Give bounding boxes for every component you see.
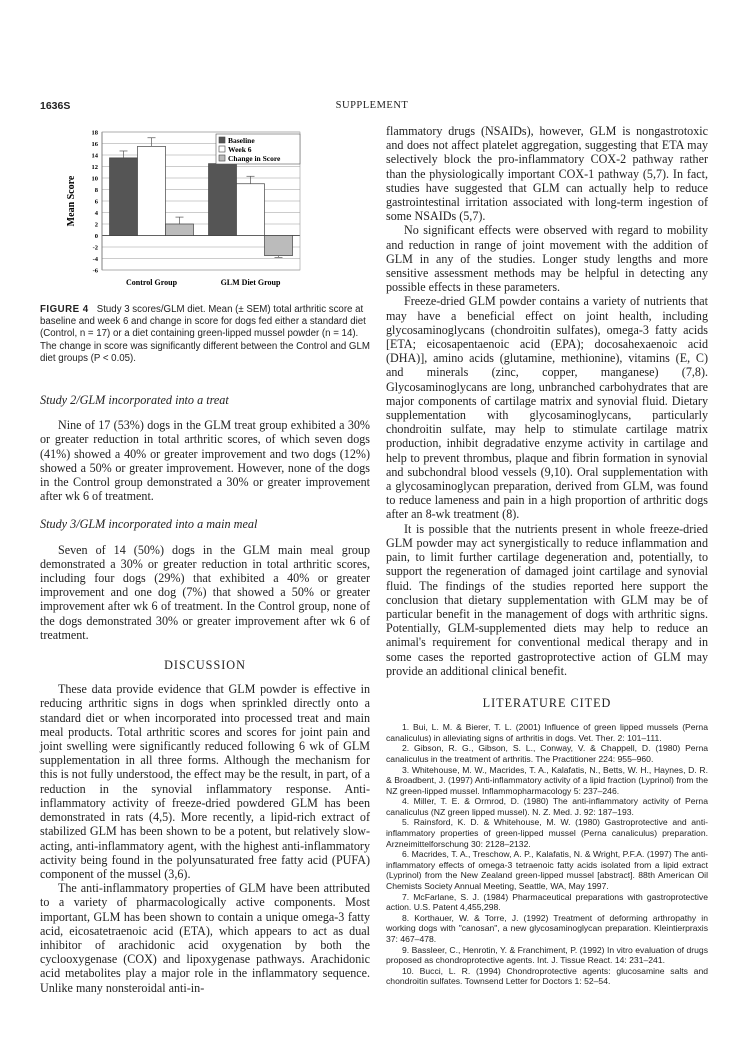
study2-heading: Study 2/GLM incorporated into a treat <box>40 393 229 408</box>
y-tick-label: 14 <box>91 152 98 160</box>
figure-caption <box>40 304 370 365</box>
y-tick-label: 12 <box>91 164 98 171</box>
right-column <box>386 124 708 987</box>
figure-4-chart <box>60 124 320 294</box>
right-paragraph-4: It is possible that the nutrients present in whole freeze-dried GLM powder may act synergistically to reduce inflammation and pain, to limit further cartilage degeneration and, potentially, to support the regeneration of damaged joint cartilage and synovial fluid. The findings of the studies reported here support the conclusion that dietary supplementation with GLM may be of particular benefit in the management of dogs with arthritic signs. Potentially, GLM-supplemented diets may help to reduce an animal's requirement for conventional medical therapy and in some cases the reported gastroprotective action of GLM may provide an additional clinical benefit. <box>386 521 708 678</box>
discussion-paragraph-2: The anti-inflammatory properties of GLM have been attributed to a variety of pharmacologically active components. Most important, GLM has been shown to contain a unique omega-3 fatty acid, eicosatetraenoic acid (ETA), which appears to act as dual inhibitor of arachidonic acid oxygenation by both the cyclooxygenase (COX) and lipoxygenase pathways. Arachidonic acid metabolites play a major role in the inflammatory sequence. Unlike many nonsteroidal anti-in- <box>40 881 370 995</box>
figure-caption-text: Study 3 scores/GLM diet. Mean (± SEM) total arthritic score at baseline and week 6 and change in score for dogs fed either a standard diet (Control, n = 17) or a diet containing green-lipped mussel powder (n = 14). The change in score was significantly different between the Control and GLM diet groups (P < 0.05). <box>40 304 370 364</box>
x-tick-label: Control Group <box>125 278 178 287</box>
y-tick-label: 10 <box>91 175 98 183</box>
study3-heading: Study 3/GLM incorporated into a main meal <box>40 517 258 532</box>
y-tick-label: 8 <box>94 187 98 194</box>
bar <box>237 184 265 236</box>
reference-item: 1. Bui, L. M. & Bierer, T. L. (2001) Influence of green lipped mussels (Perna canaliculus) in alleviating signs of arthritis in dogs. Vet. Ther. 2: 101–111. <box>386 722 708 743</box>
legend-swatch <box>219 137 225 143</box>
legend-swatch <box>219 146 225 152</box>
right-paragraph-2: No significant effects were observed with regard to mobility and reduction in range of joint movement with the addition of GLM in any of the studies. Longer study lengths and more sensitive assessment methods may be helpful in detecting any possible effects in these parameters. <box>386 223 708 295</box>
right-paragraph-1: flammatory drugs (NSAIDs), however, GLM is nongastrotoxic and does not affect platelet aggregation, suggesting that ETA may selectively block the pro-inflammatory COX-2 pathway rather than the physiologically important COX-1 pathway (5,7). In fact, studies have suggested that GLM can actually help to reduce gastrointestinal irritation associated with long-term ingestion of some NSAIDs (5,7). <box>386 124 708 224</box>
discussion-heading: DISCUSSION <box>164 658 246 673</box>
right-paragraph-3: Freeze-dried GLM powder contains a variety of nutrients that may have a beneficial effect on joint health, including glycosaminoglycans (chondroitin sulfates), omega-3 fatty acids [ETA; eicosapentaenoic acid (EPA); docosahexaenoic acid (DHA)], amino acids (glutamine, methionine), vitamins (E, C) and minerals (zinc, copper, manganese) (7,8). Glycosaminoglycans are long, unbranched carbohydrates that are major components of cartilage matrix and synovial fluid. Dietary supplementation with glycosaminoglycans, particularly chondroitin sulfate, may help to stimulate cartilage matrix production, inhibit degradative enzyme activity in cartilage and help to prevent thrombus, plaque and fibrin formation in synovial and subchondral blood vessels (9,10). Oral supplementation with a glycosaminoglycan preparation, derived from GLM, was found to reduce lameness and pain in a high proportion of arthritic dogs after an 8-wk treatment (8). <box>386 294 708 522</box>
bar-chart <box>60 124 320 294</box>
y-tick-label: -4 <box>92 256 98 263</box>
bar <box>265 236 293 256</box>
legend-label: Week 6 <box>228 144 252 154</box>
bar <box>209 164 237 236</box>
y-tick-label: -6 <box>92 267 98 275</box>
reference-item: 6. Macrides, T. A., Treschow, A. P., Kalafatis, N. & Wright, P.F.A. (1997) The anti-inflammatory effects of omega-3 tetraenoic fatty acids isolated from a lipid extract (Lyprinol) from the New Zealand green-lipped mussel [abstract]. 88th American Oil Chemists Society Annual Meeting, Seattle, WA, May 1997. <box>386 849 708 892</box>
y-tick-label: 6 <box>94 198 98 206</box>
left-column <box>40 304 370 995</box>
study2-paragraph: Nine of 17 (53%) dogs in the GLM treat group exhibited a 30% or greater reduction in total arthritic scores, of which seven dogs (41%) showed a 40% or greater improvement and two dogs (12%) showed a 50% or greater improvement. However, none of the dogs in the Control group demonstrated a 30% or greater improvement after wk 6 of treatment. <box>40 418 370 504</box>
bar <box>166 224 194 236</box>
legend-label: Baseline <box>228 135 255 145</box>
reference-item: 9. Bassleer, C., Henrotin, Y. & Franchiment, P. (1992) In vitro evaluation of drugs proposed as chondroprotective agents. Int. J. Tissue React. 14: 231–241. <box>386 944 708 966</box>
legend-label: Change in Score <box>228 153 281 163</box>
literature-cited-heading: LITERATURE CITED <box>482 695 612 710</box>
reference-item: 8. Korthauer, W. & Torre, J. (1992) Treatment of deforming arthropathy in working dogs with "canosan", a new glycosaminoglycan preparation. Kleintierpraxis 37: 467–478. <box>386 912 708 944</box>
y-tick-label: 2 <box>94 221 98 229</box>
y-tick-label: 16 <box>91 141 98 148</box>
reference-item: 10. Bucci, L. R. (1994) Chondroprotective agents: glucosamine salts and chondroitin sulfates. Townsend Letter for Doctors 1: 52–54. <box>386 965 708 987</box>
y-tick-label: 0 <box>94 233 98 240</box>
legend-swatch <box>219 155 225 161</box>
study3-paragraph: Seven of 14 (50%) dogs in the GLM main meal group demonstrated a 30% or greater reduction in total arthritic scores, including four dogs (29%) that exhibited a 40% or greater improvement and one dog (7%) that showed a 50% or greater improvement after wk 6 of treatment. In the Control group, none of the dogs demonstrated 30% or greater improvement after wk 6 of treatment. <box>40 542 370 642</box>
x-tick-label: GLM Diet Group <box>220 278 281 287</box>
y-tick-label: -2 <box>92 244 98 252</box>
bar <box>110 158 138 236</box>
reference-item: 5. Rainsford, K. D. & Whitehouse, M. W. (1980) Gastroprotective and anti-inflammatory properties of green-lipped mussel (Perna canaliculus) preparation. Arzneimittelforschung 30: 2128–2132. <box>386 817 708 849</box>
figure-label: FIGURE 4 <box>40 304 89 315</box>
y-tick-label: 18 <box>91 129 98 137</box>
reference-item: 4. Miller, T. E. & Ormrod, D. (1980) The anti-inflammatory activity of Perna canaliculus (NZ green lipped mussel). N. Z. Med. J. 92: 187–193. <box>386 796 708 817</box>
y-axis-label: Mean Score <box>66 175 77 227</box>
running-header: SUPPLEMENT <box>335 100 409 111</box>
page-number: 1636S <box>40 100 71 112</box>
bar <box>138 146 166 235</box>
reference-list <box>386 722 708 987</box>
reference-item: 7. McFarlane, S. J. (1984) Pharmaceutical preparations with gastroprotective action. U.S. Patent 4,455,298. <box>386 891 708 913</box>
y-tick-label: 4 <box>94 210 98 217</box>
reference-item: 3. Whitehouse, M. W., Macrides, T. A., Kalafatis, N., Betts, W. H., Haynes, D. R. & Broadbent, J. (1997) Anti-inflammatory activity of a lipid fraction (Lyprinol) from the NZ green-lipped mussel. Inflammopharmacology 5: 237–246. <box>386 764 708 796</box>
reference-item: 2. Gibson, R. G., Gibson, S. L., Conway, V. & Chappell, D. (1980) Perna canaliculus in the treatment of arthritis. The Practitioner 224: 955–960. <box>386 743 708 764</box>
discussion-paragraph-1: These data provide evidence that GLM powder is effective in reducing arthritic signs in dogs when sprinkled directly onto a standard diet or when incorporated into processed treat and main meal products. Total arthritic scores and scores for joint pain and joint swelling were significantly reduced following 6 wk of GLM supplementation in all three forms. Although the mechanism for this is not fully understood, the effect may be the result, in part, of a reduction in the synovial inflammatory response. Anti-inflammatory activity of freeze-dried powdered GLM has been demonstrated in rats (4,5). More recently, a lipid-rich extract of stabilized GLM has been shown to be a potent, but relatively slow-acting, anti-inflammatory agent, with the highest anti-inflammatory activity being found in the polyunsaturated free fatty acid (PUFA) component of the mussel (3,6). <box>40 682 370 881</box>
